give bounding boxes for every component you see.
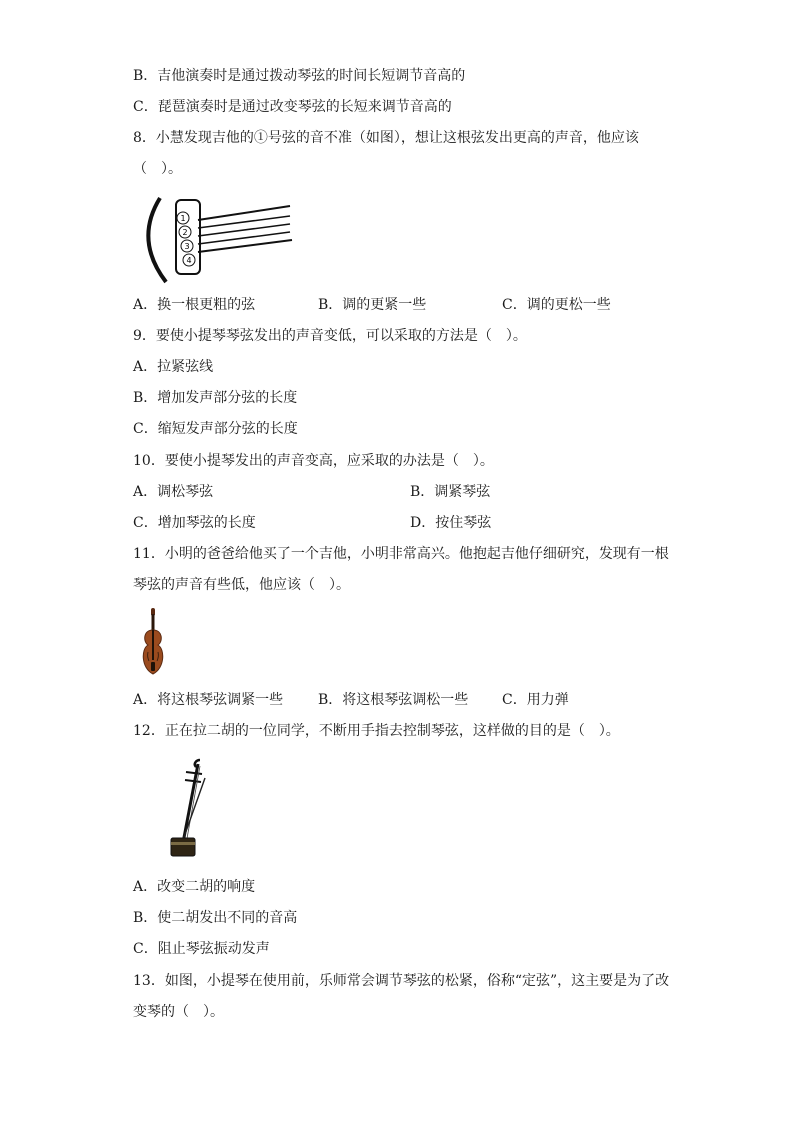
violin-neck bbox=[152, 614, 155, 632]
q11-stem-line2: 琴弦的声音有些低，他应该（ ）。 bbox=[133, 577, 350, 593]
string-label-3: 3 bbox=[184, 242, 190, 251]
q9-option-a: A．拉紧弦线 bbox=[133, 359, 214, 375]
string-label-4: 4 bbox=[186, 256, 192, 265]
erhu-peg bbox=[186, 772, 202, 774]
q8-option-b: B．调的更紧一些 bbox=[318, 297, 427, 313]
q10-option-c: C．增加琴弦的长度 bbox=[133, 515, 256, 531]
q9-stem: 9．要使小提琴琴弦发出的声音变低，可以采取的方法是（ ）。 bbox=[133, 328, 527, 344]
q7-option-b: B．吉他演奏时是通过拨动琴弦的时间长短调节音高的 bbox=[133, 68, 466, 84]
erhu-peg bbox=[185, 780, 201, 782]
q10-option-d: D．按住琴弦 bbox=[410, 515, 492, 531]
q11-option-c: C．用力弹 bbox=[502, 692, 569, 708]
q12-option-c: C．阻止琴弦振动发声 bbox=[133, 941, 270, 957]
violin-fingerboard bbox=[152, 630, 154, 660]
erhu-string bbox=[186, 766, 200, 844]
q12-stem: 12．正在拉二胡的一位同学，不断用手指去控制琴弦，这样做的目的是（ ）。 bbox=[133, 723, 620, 739]
q13-stem-line2: 变琴的（ ）。 bbox=[133, 1004, 224, 1020]
q13-stem-line1: 13．如图，小提琴在使用前，乐师常会调节琴弦的松紧，俗称“定弦”，这主要是为了改 bbox=[133, 973, 670, 989]
q9-option-c: C．缩短发声部分弦的长度 bbox=[133, 421, 298, 437]
q11-option-a: A．将这根琴弦调紧一些 bbox=[133, 692, 284, 708]
q10-option-b: B．调紧琴弦 bbox=[410, 484, 491, 500]
q8-stem-line2: （ ）。 bbox=[133, 161, 182, 177]
guitar-headstock-figure bbox=[140, 192, 300, 284]
q8-stem-line1: 8．小慧发现吉他的①号弦的音不准（如图），想让这根弦发出更高的声音，他应该 bbox=[133, 130, 639, 146]
q8-option-a: A．换一根更粗的弦 bbox=[133, 297, 256, 313]
string-label-2: 2 bbox=[182, 228, 188, 237]
erhu-resonator bbox=[171, 838, 195, 856]
q10-option-a: A．调松琴弦 bbox=[133, 484, 214, 500]
string-label-1: 1 bbox=[180, 214, 186, 223]
erhu-resonator-band bbox=[171, 842, 195, 845]
q11-option-b: B．将这根琴弦调松一些 bbox=[318, 692, 469, 708]
q9-option-b: B．增加发声部分弦的长度 bbox=[133, 390, 298, 406]
guitar-body-curve bbox=[148, 198, 166, 282]
q10-stem: 10．要使小提琴发出的声音变高，应采取的办法是（ ）。 bbox=[133, 453, 494, 469]
q7-option-c: C．琵琶演奏时是通过改变琴弦的长短来调节音高的 bbox=[133, 99, 452, 115]
violin-tailpiece bbox=[151, 662, 155, 671]
q8-option-c: C．调的更松一些 bbox=[502, 297, 611, 313]
q12-option-a: A．改变二胡的响度 bbox=[133, 879, 256, 895]
erhu-figure bbox=[162, 758, 222, 866]
q11-stem-line1: 11．小明的爸爸给他买了一个吉他，小明非常高兴。他抱起吉他仔细研究，发现有一根 bbox=[133, 546, 669, 562]
q12-option-b: B．使二胡发出不同的音高 bbox=[133, 910, 298, 926]
violin-figure bbox=[138, 608, 168, 678]
